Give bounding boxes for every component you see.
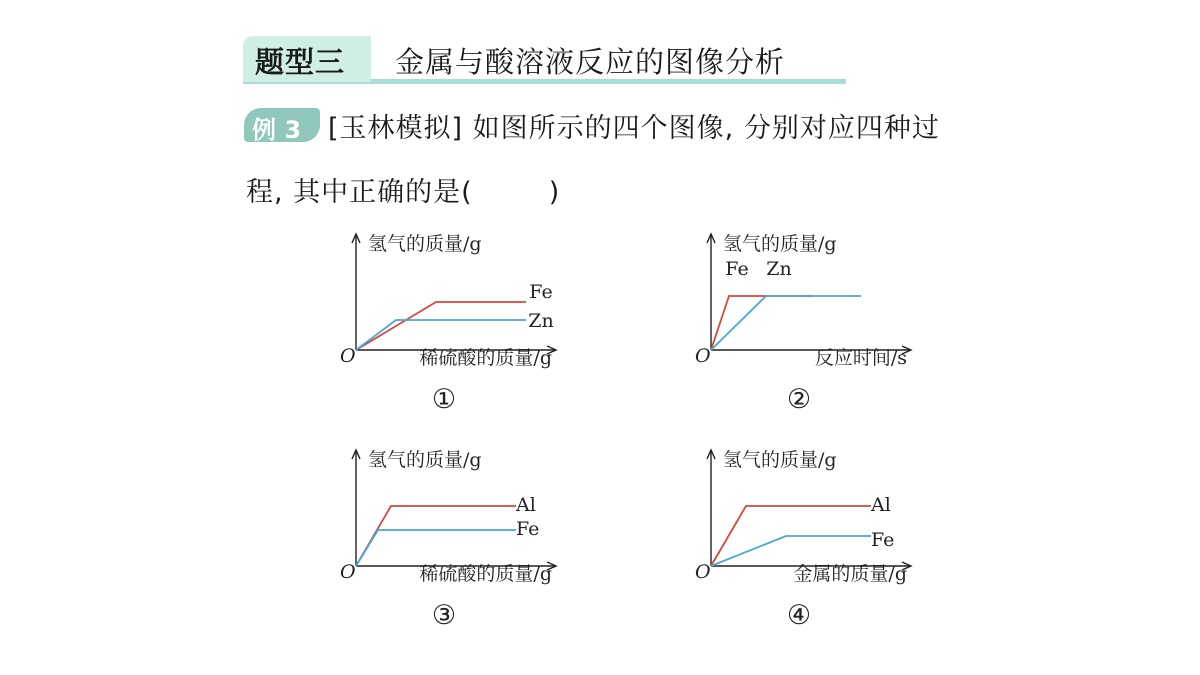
example-badge [244, 108, 320, 142]
heading-tab [243, 36, 371, 82]
x-axis-label: 稀硫酸的质量/g [419, 563, 552, 585]
x-axis-label: 稀硫酸的质量/g [419, 347, 552, 369]
chart-3 [330, 438, 570, 638]
origin-label: O [695, 345, 711, 367]
chart-4 [685, 438, 925, 638]
section-heading [243, 36, 846, 84]
series-line-zn [711, 296, 861, 350]
series-label-al: Al [516, 494, 536, 516]
example-badge-label: 例 3 [252, 116, 302, 144]
problem-text-line-1: [玉林模拟] 如图所示的四个图像, 分别对应四种过 [328, 113, 940, 144]
chart-1 [330, 222, 570, 422]
y-axis-label: 氢气的质量/g [723, 449, 837, 471]
chart-number-label: ② [786, 384, 812, 415]
heading-title: 金属与酸溶液反应的图像分析 [395, 45, 786, 79]
heading-tab-label: 题型三 [255, 45, 346, 79]
series-line-fe [356, 530, 516, 566]
chart-number-label: ① [431, 384, 457, 415]
x-axis-label: 反应时间/s [814, 347, 907, 369]
series-label-zn: Zn [766, 258, 792, 280]
series-line-al [356, 506, 516, 566]
series-line-fe [356, 302, 526, 350]
y-axis-label: 氢气的质量/g [723, 233, 837, 255]
problem-text-suffix: ) [548, 177, 561, 208]
series-label-zn: Zn [528, 310, 554, 332]
series-label-fe: Fe [516, 518, 540, 540]
series-label-fe: Fe [871, 529, 895, 551]
series-line-fe [711, 536, 871, 566]
problem-text-line-2 [246, 170, 560, 209]
chart-number-label: ④ [786, 600, 812, 631]
series-label-al: Al [871, 494, 891, 516]
origin-label: O [340, 345, 356, 367]
series-label-fe: Fe [725, 258, 749, 280]
y-axis-label: 氢气的质量/g [368, 233, 482, 255]
origin-label: O [695, 561, 711, 583]
x-axis-label: 金属的质量/g [793, 563, 907, 585]
series-label-fe: Fe [529, 281, 553, 303]
chart-number-label: ③ [431, 600, 457, 631]
y-axis-label: 氢气的质量/g [368, 449, 482, 471]
problem-text-prefix: 程, 其中正确的是( [246, 177, 473, 208]
chart-2 [685, 222, 925, 422]
origin-label: O [340, 561, 356, 583]
series-line-fe [711, 296, 811, 350]
